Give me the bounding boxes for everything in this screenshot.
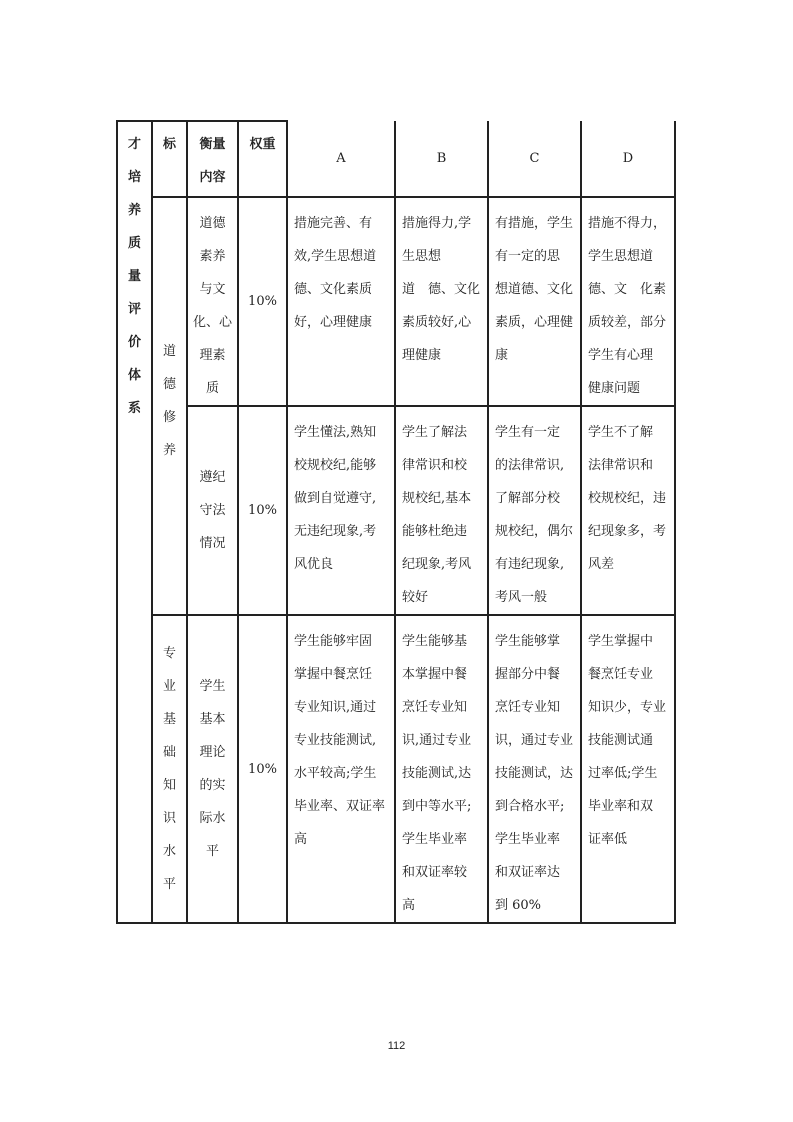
- header-c: C: [488, 121, 581, 197]
- content-cell: 学生 基本 理论 的实 际水 平: [187, 615, 238, 923]
- grade-b-cell: 学生了解法 律常识和校 规校纪,基本 能够杜绝违 纪现象,考风 较好: [395, 406, 488, 615]
- weight-cell: 10%: [238, 197, 287, 406]
- weight-cell: 10%: [238, 615, 287, 923]
- evaluation-table: [116, 120, 676, 924]
- header-a: A: [287, 121, 395, 197]
- grade-d-cell: 学生不了解 法律常识和 校规校纪，违 纪现象多，考 风差: [581, 406, 675, 615]
- header-d: D: [581, 121, 675, 197]
- grade-d-cell: 措施不得力， 学生思想道 德、文 化素 质较差，部分 学生有心理 健康问题: [581, 197, 675, 406]
- grade-a-cell: 措施完善、有 效,学生思想道 德、文化素质 好，心理健康: [287, 197, 395, 406]
- grade-c-cell: 学生能够掌 握部分中餐 烹饪专业知 识，通过专业 技能测试，达 到合格水平; 学生毕业率 和双证率达 到 60%: [488, 615, 581, 923]
- header-content: 衡量 内容: [187, 121, 238, 197]
- grade-c-cell: 学生有一定 的法律常识, 了解部分校 规校纪，偶尔 有违纪现象, 考风一般: [488, 406, 581, 615]
- table-row: [117, 406, 675, 615]
- header-row: [117, 121, 675, 197]
- table-row: [117, 615, 675, 923]
- grade-b-cell: 措施得力,学 生思想 道 德、文化 素质较好,心 理健康: [395, 197, 488, 406]
- group-label: 专 业 基 础 知 识 水 平: [152, 615, 187, 923]
- weight-cell: 10%: [238, 406, 287, 615]
- content-cell: 遵纪 守法 情况: [187, 406, 238, 615]
- content-cell: 道德 素养 与文 化、心 理素 质: [187, 197, 238, 406]
- grade-d-cell: 学生掌握中 餐烹饪专业 知识少，专业 技能测试通 过率低;学生 毕业率和双 证率低: [581, 615, 675, 923]
- header-b: B: [395, 121, 488, 197]
- grade-c-cell: 有措施，学生 有一定的思 想道德、文化 素质，心理健 康: [488, 197, 581, 406]
- group-label: 道 德 修 养: [152, 197, 187, 615]
- header-indicator: 标: [152, 121, 187, 197]
- page-number: 112: [387, 1040, 406, 1052]
- header-weight: 权重: [238, 121, 287, 197]
- side-label: 才 培 养 质 量 评 价 体 系: [117, 121, 152, 923]
- grade-a-cell: 学生能够牢固 掌握中餐烹饪 专业知识,通过 专业技能测试, 水平较高;学生 毕业率、双证率 高: [287, 615, 395, 923]
- table-row: [117, 197, 675, 406]
- grade-a-cell: 学生懂法,熟知 校规校纪,能够 做到自觉遵守, 无违纪现象,考 风优良: [287, 406, 395, 615]
- grade-b-cell: 学生能够基 本掌握中餐 烹饪专业知 识,通过专业 技能测试,达 到中等水平; 学生毕业率 和双证率较 高: [395, 615, 488, 923]
